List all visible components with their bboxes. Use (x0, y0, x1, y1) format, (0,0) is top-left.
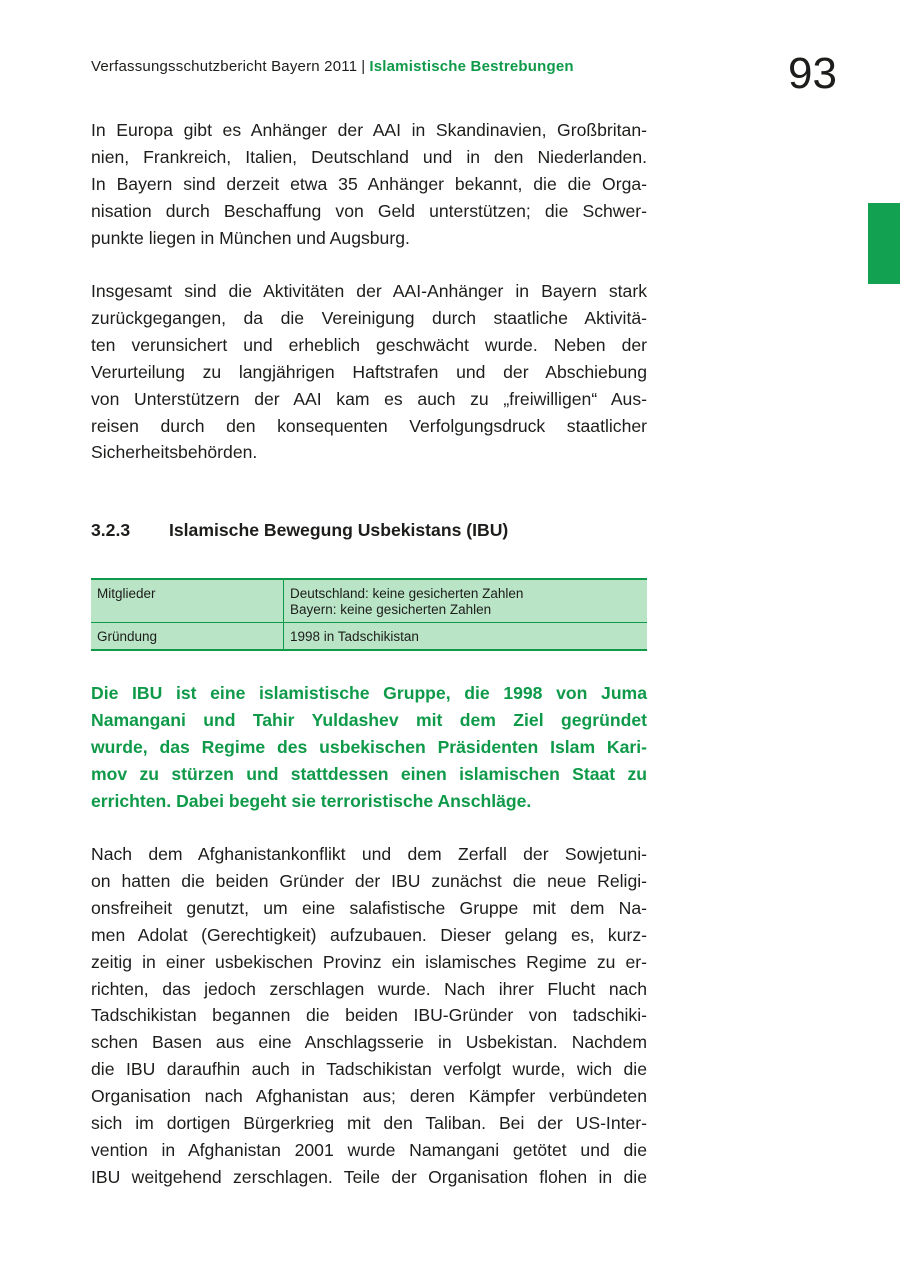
text-line: schen Basen aus eine Anschlagsserie in Usbekistan. Nachdem (91, 1032, 647, 1053)
publication-title: Verfassungsschutzbericht Bayern 2011 (91, 58, 358, 75)
text-line: zurückgegangen, da die Vereinigung durch staatliche Aktivitä- (91, 307, 647, 328)
text-line: Namangani und Tahir Yuldashev mit dem Ziel gegründet (91, 709, 647, 730)
section-heading-title: Islamische Bewegung Usbekistans (IBU) (169, 520, 509, 540)
text-line: Verurteilung zu langjährigen Haftstrafen und der Abschiebung (91, 361, 647, 382)
table-row (91, 580, 647, 622)
text-line: richten, das jedoch zerschlagen wurde. Nach ihrer Flucht nach (91, 978, 647, 999)
text-line: die IBU daraufhin auch in Tadschikistan verfolgt wurde, wich die (91, 1059, 647, 1080)
value-line: 1998 in Tadschikistan (290, 629, 419, 644)
text-line: sich im dortigen Bürgerkrieg mit den Taliban. Bei der US-Inter- (91, 1113, 647, 1134)
paragraph-aai-europe (91, 117, 647, 252)
header-separator: | (361, 58, 366, 75)
text-line: zeitig in einer usbekischen Provinz ein islamisches Regime zu er- (91, 951, 647, 972)
text-line: punkte liegen in München und Augsburg. (91, 227, 410, 248)
text-line: In Europa gibt es Anhänger der AAI in Skandinavien, Großbritan- (91, 120, 647, 140)
text-line: Sicherheitsbehörden. (91, 442, 258, 463)
running-header (91, 58, 574, 75)
text-line: errichten. Dabei begeht sie terroristische Anschläge. (91, 790, 532, 811)
section-number: 3.2.3 (91, 520, 131, 540)
section-heading (91, 520, 508, 541)
text-line: nien, Frankreich, Italien, Deutschland und in den Niederlanden. (91, 146, 647, 167)
page-number: 93 (788, 49, 837, 98)
text-line: ten verunsichert und erheblich geschwächt wurde. Neben der (91, 334, 647, 355)
facts-table (91, 578, 647, 651)
table-cell-value (284, 580, 647, 622)
text-line: Die IBU ist eine islamistische Gruppe, die 1998 von Juma (91, 683, 647, 703)
value-line: Deutschland: keine gesicherten Zahlen (290, 586, 524, 601)
text-line: wurde, das Regime des usbekischen Präsidenten Islam Kari- (91, 736, 647, 757)
section-title: Islamistische Bestrebungen (369, 58, 574, 75)
text-line: nisation durch Beschaffung von Geld unterstützen; die Schwer- (91, 200, 647, 221)
text-line: men Adolat (Gerechtigkeit) aufzubauen. Dieser gelang es, kurz- (91, 924, 647, 945)
paragraph-aai-decline (91, 278, 647, 466)
table-cell-label: Mitglieder (91, 580, 284, 622)
text-line: Tadschikistan begannen die beiden IBU-Gründer von tadschiki- (91, 1005, 647, 1026)
text-line: reisen durch den konsequenten Verfolgungsdruck staatlicher (91, 415, 647, 436)
text-line: In Bayern sind derzeit etwa 35 Anhänger bekannt, die die Orga- (91, 173, 647, 194)
text-line: onsfreiheit genutzt, um eine salafistische Gruppe mit dem Na- (91, 897, 647, 918)
table-row (91, 622, 647, 649)
table-cell-value (284, 623, 647, 649)
text-line: Insgesamt sind die Aktivitäten der AAI-Anhänger in Bayern stark (91, 281, 647, 301)
text-line: Nach dem Afghanistankonflikt und dem Zerfall der Sowjetuni- (91, 844, 647, 864)
paragraph-ibu-history (91, 841, 647, 1191)
text-line: on hatten die beiden Gründer der IBU zunächst die neue Religi- (91, 870, 647, 891)
text-line: IBU weitgehend zerschlagen. Teile der Organisation flohen in die (91, 1166, 647, 1187)
lead-summary (91, 680, 647, 815)
table-cell-label: Gründung (91, 623, 284, 649)
value-line: Bayern: keine gesicherten Zahlen (290, 602, 492, 617)
text-line: von Unterstützern der AAI kam es auch zu „freiwilligen“ Aus- (91, 388, 647, 409)
text-line: mov zu stürzen und stattdessen einen islamischen Staat zu (91, 763, 647, 784)
chapter-thumb-tab (868, 203, 900, 284)
text-line: Organisation nach Afghanistan aus; deren Kämpfer verbündeten (91, 1086, 647, 1107)
text-line: vention in Afghanistan 2001 wurde Namangani getötet und die (91, 1139, 647, 1160)
